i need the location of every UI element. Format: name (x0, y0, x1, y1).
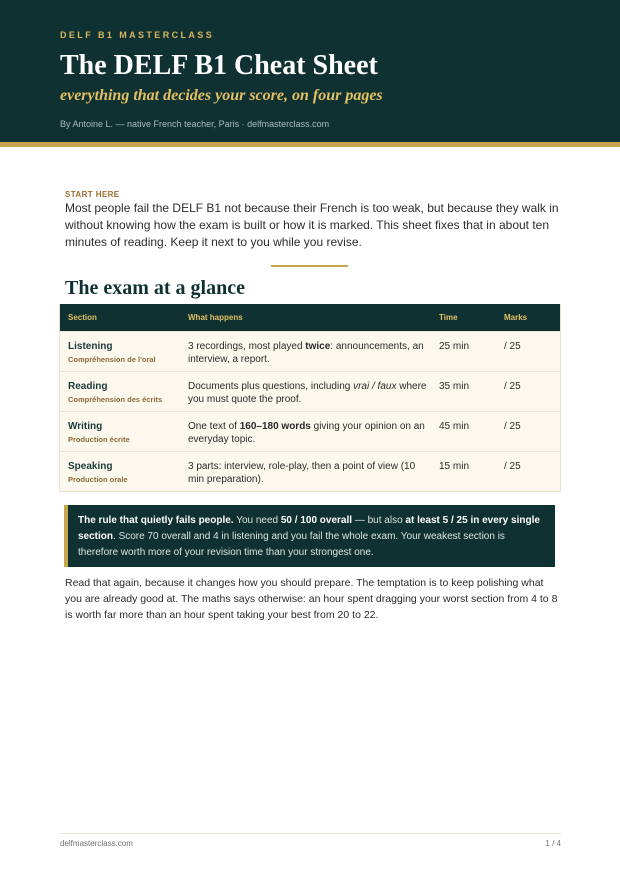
table-row (60, 371, 560, 411)
callout-lead: The rule that quietly fails people. (78, 515, 234, 526)
intro-paragraph: Most people fail the DELF B1 not because their French is too weak, but because they walk in without knowing how the exam is built or how it is marked. This sheet fixes that in about ten minutes of reading. Keep it next to you while you revise. (65, 201, 559, 249)
callout-text-part: You need (233, 515, 281, 526)
section-name: Writing (68, 421, 103, 432)
what-emphasis: vrai / faux (353, 381, 397, 392)
column-header-section: Section (68, 313, 97, 322)
time-cell: 25 min (439, 341, 470, 352)
what-text: 3 recordings, most played (188, 341, 306, 352)
table-row (60, 411, 560, 451)
section-cell (68, 380, 180, 405)
column-header-marks: Marks (504, 313, 528, 322)
what-cell (188, 420, 428, 446)
section-name: Reading (68, 381, 108, 392)
section-name-french: Production orale (68, 475, 128, 484)
callout-emphasis: at least 5 / 25 in every single section (78, 515, 540, 542)
body-paragraph: Read that again, because it changes how you should prepare. The temptation is to keep polishing what you are already good at. The maths says otherwise: an hour spent dragging your worst section from 4 to 8 is worth far more than an hour spent taking your best from 20 to 22. (65, 577, 558, 621)
key-rule-callout (64, 505, 555, 567)
what-text: Documents plus questions, including (188, 381, 354, 392)
time-cell: 35 min (439, 381, 470, 392)
exam-table (59, 304, 561, 492)
table-header (60, 304, 560, 331)
what-cell (188, 340, 428, 366)
callout-emphasis: 50 / 100 overall (280, 515, 353, 526)
callout-text (78, 513, 544, 561)
callout-text-part: . Score 70 overall and 4 in listening and you fail the whole exam. Your weakest section is therefore worth more of your revision time than your strongest one. (78, 531, 505, 558)
callout-text-part: — but also (352, 515, 406, 526)
what-text: where you must quote the proof. (188, 381, 427, 405)
table-row (60, 331, 560, 371)
section-name-french: Compréhension des écrits (68, 395, 163, 404)
marks-cell: / 25 (504, 421, 521, 432)
header-accent-bar (0, 142, 620, 147)
section-cell (68, 460, 180, 485)
time-cell: 45 min (439, 421, 470, 432)
section-divider (271, 265, 348, 267)
what-text: : announcements, an interview, a report. (188, 341, 424, 365)
marks-cell: / 25 (504, 341, 521, 352)
what-emphasis: 160–180 words (239, 421, 311, 432)
page-number: 1 / 4 (545, 839, 561, 848)
what-text: One text of (188, 421, 240, 432)
footer-divider (60, 833, 561, 834)
footer-site: delfmasterclass.com (60, 839, 133, 848)
marks-cell: / 25 (504, 461, 521, 472)
column-header-what: What happens (188, 313, 243, 322)
section-kicker: START HERE (65, 190, 120, 199)
what-cell: 3 parts: interview, role-play, then a point of view (10 min preparation). (188, 461, 416, 485)
table-row (60, 451, 560, 491)
section-name: Listening (68, 341, 113, 352)
page-subtitle: everything that decides your score, on four pages (60, 87, 383, 104)
what-text: giving your opinion on an everyday topic. (188, 421, 425, 445)
page-title: The DELF B1 Cheat Sheet (60, 50, 378, 81)
section-name-french: Compréhension de l'oral (68, 355, 156, 364)
what-emphasis: twice (305, 341, 331, 352)
section-name-french: Production écrite (68, 435, 130, 444)
author-byline: By Antoine L. — native French teacher, Paris · delfmasterclass.com (60, 119, 330, 129)
section-cell (68, 340, 180, 365)
section-name: Speaking (68, 461, 113, 472)
series-label: DELF B1 MASTERCLASS (60, 30, 215, 40)
section-cell (68, 420, 180, 445)
time-cell: 15 min (439, 461, 470, 472)
column-header-time: Time (439, 313, 458, 322)
glance-heading: The exam at a glance (65, 277, 245, 299)
marks-cell: / 25 (504, 381, 521, 392)
header-banner (0, 0, 620, 142)
what-cell (188, 380, 428, 406)
